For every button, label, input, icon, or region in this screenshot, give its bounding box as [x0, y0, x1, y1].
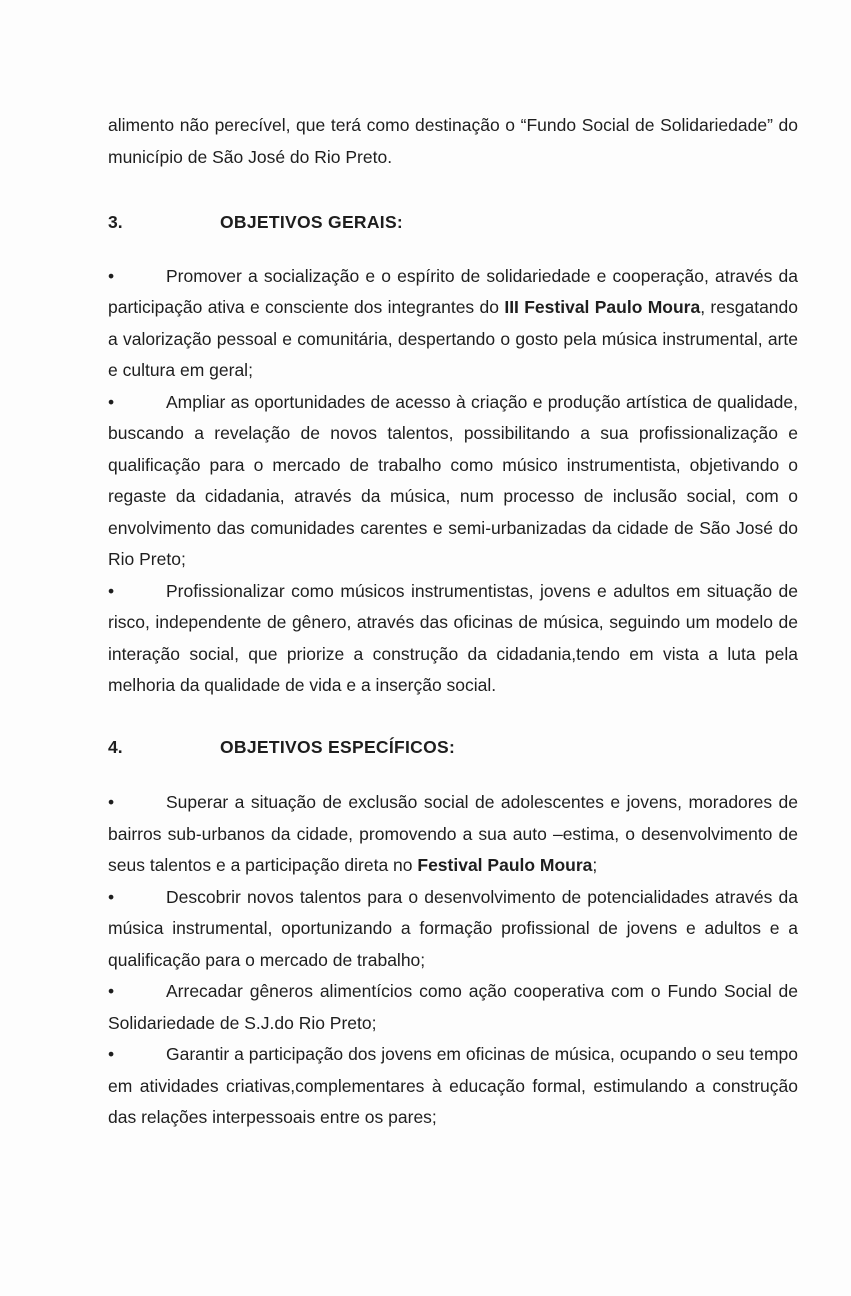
- list-item: [108, 882, 798, 977]
- bullet-icon: •: [108, 391, 115, 412]
- list-item: [108, 576, 798, 702]
- item-text-tail: , resgatando a valorização pessoal e comunitária, despertando o gosto pela música instrumental, arte e cultura em geral;: [108, 297, 798, 380]
- section-4-list: [108, 787, 798, 1134]
- section-4-heading: [108, 732, 798, 764]
- item-text: Descobrir novos talentos para o desenvolvimento de potencialidades através da música instrumental, oportunizando a formação profissional de jovens e adultos e a qualificação para o mercado de trabalho;: [108, 886, 798, 970]
- item-text: Ampliar as oportunidades de acesso à criação e produção artística de qualidade, buscando a revelação de novos talentos, possibilitando a sua profissionalização e qualificação para o mercado de trabalho como músico instrumentista, objetivando o regaste da cidadania, através da música, num processo de inclusão social, com o envolvimento das comunidades carentes e semi-urbanizadas da cidade de São José do Rio Preto;: [108, 391, 798, 569]
- bullet-icon: •: [108, 580, 115, 601]
- list-item: [108, 1039, 798, 1134]
- item-text-tail: ;: [592, 855, 598, 875]
- item-text-bold: Festival Paulo Moura: [417, 855, 593, 875]
- section-4-number: 4.: [108, 736, 123, 757]
- bullet-icon: •: [108, 792, 115, 812]
- list-item: [108, 787, 798, 882]
- list-item: [108, 261, 798, 387]
- section-3-title: OBJETIVOS GERAIS:: [220, 212, 404, 232]
- section-4-title: OBJETIVOS ESPECÍFICOS:: [220, 736, 456, 757]
- bullet-icon: •: [108, 886, 115, 907]
- list-item: [108, 976, 798, 1039]
- list-item: [108, 387, 798, 576]
- bullet-icon: •: [108, 1044, 115, 1064]
- section-3-heading: [108, 207, 798, 239]
- item-text: Arrecadar gêneros alimentícios como ação cooperativa com o Fundo Social de Solidariedade de S.J.do Rio Preto;: [108, 981, 798, 1033]
- bullet-icon: •: [108, 265, 115, 286]
- item-text: Superar a situação de exclusão social de adolescentes e jovens, moradores de bairros sub-urbanos da cidade, promovendo a sua auto –estima, o desenvolvimento de seus talentos e a participação direta no: [108, 792, 798, 875]
- section-3-number: 3.: [108, 212, 123, 232]
- document-body: [108, 110, 798, 1134]
- item-text: Promover a socialização e o espírito de solidariedade e cooperação, através da participação ativa e consciente dos integrantes do: [108, 265, 798, 317]
- item-text: Profissionalizar como músicos instrumentistas, jovens e adultos em situação de risco, independente de gênero, através das oficinas de música, seguindo um modelo de interação social, que priorize a construção da cidadania,tendo em vista a luta pela melhoria da qualidade de vida e a inserção social.: [108, 580, 798, 695]
- item-text: Garantir a participação dos jovens em oficinas de música, ocupando o seu tempo em atividades criativas,complementares à educação formal, estimulando a construção das relações interpessoais entre os pares;: [108, 1044, 798, 1127]
- item-text-bold: III Festival Paulo Moura: [504, 297, 701, 317]
- bullet-icon: •: [108, 981, 115, 1001]
- intro-paragraph: alimento não perecível, que terá como destinação o “Fundo Social de Solidariedade” do município de São José do Rio Preto.: [108, 115, 798, 167]
